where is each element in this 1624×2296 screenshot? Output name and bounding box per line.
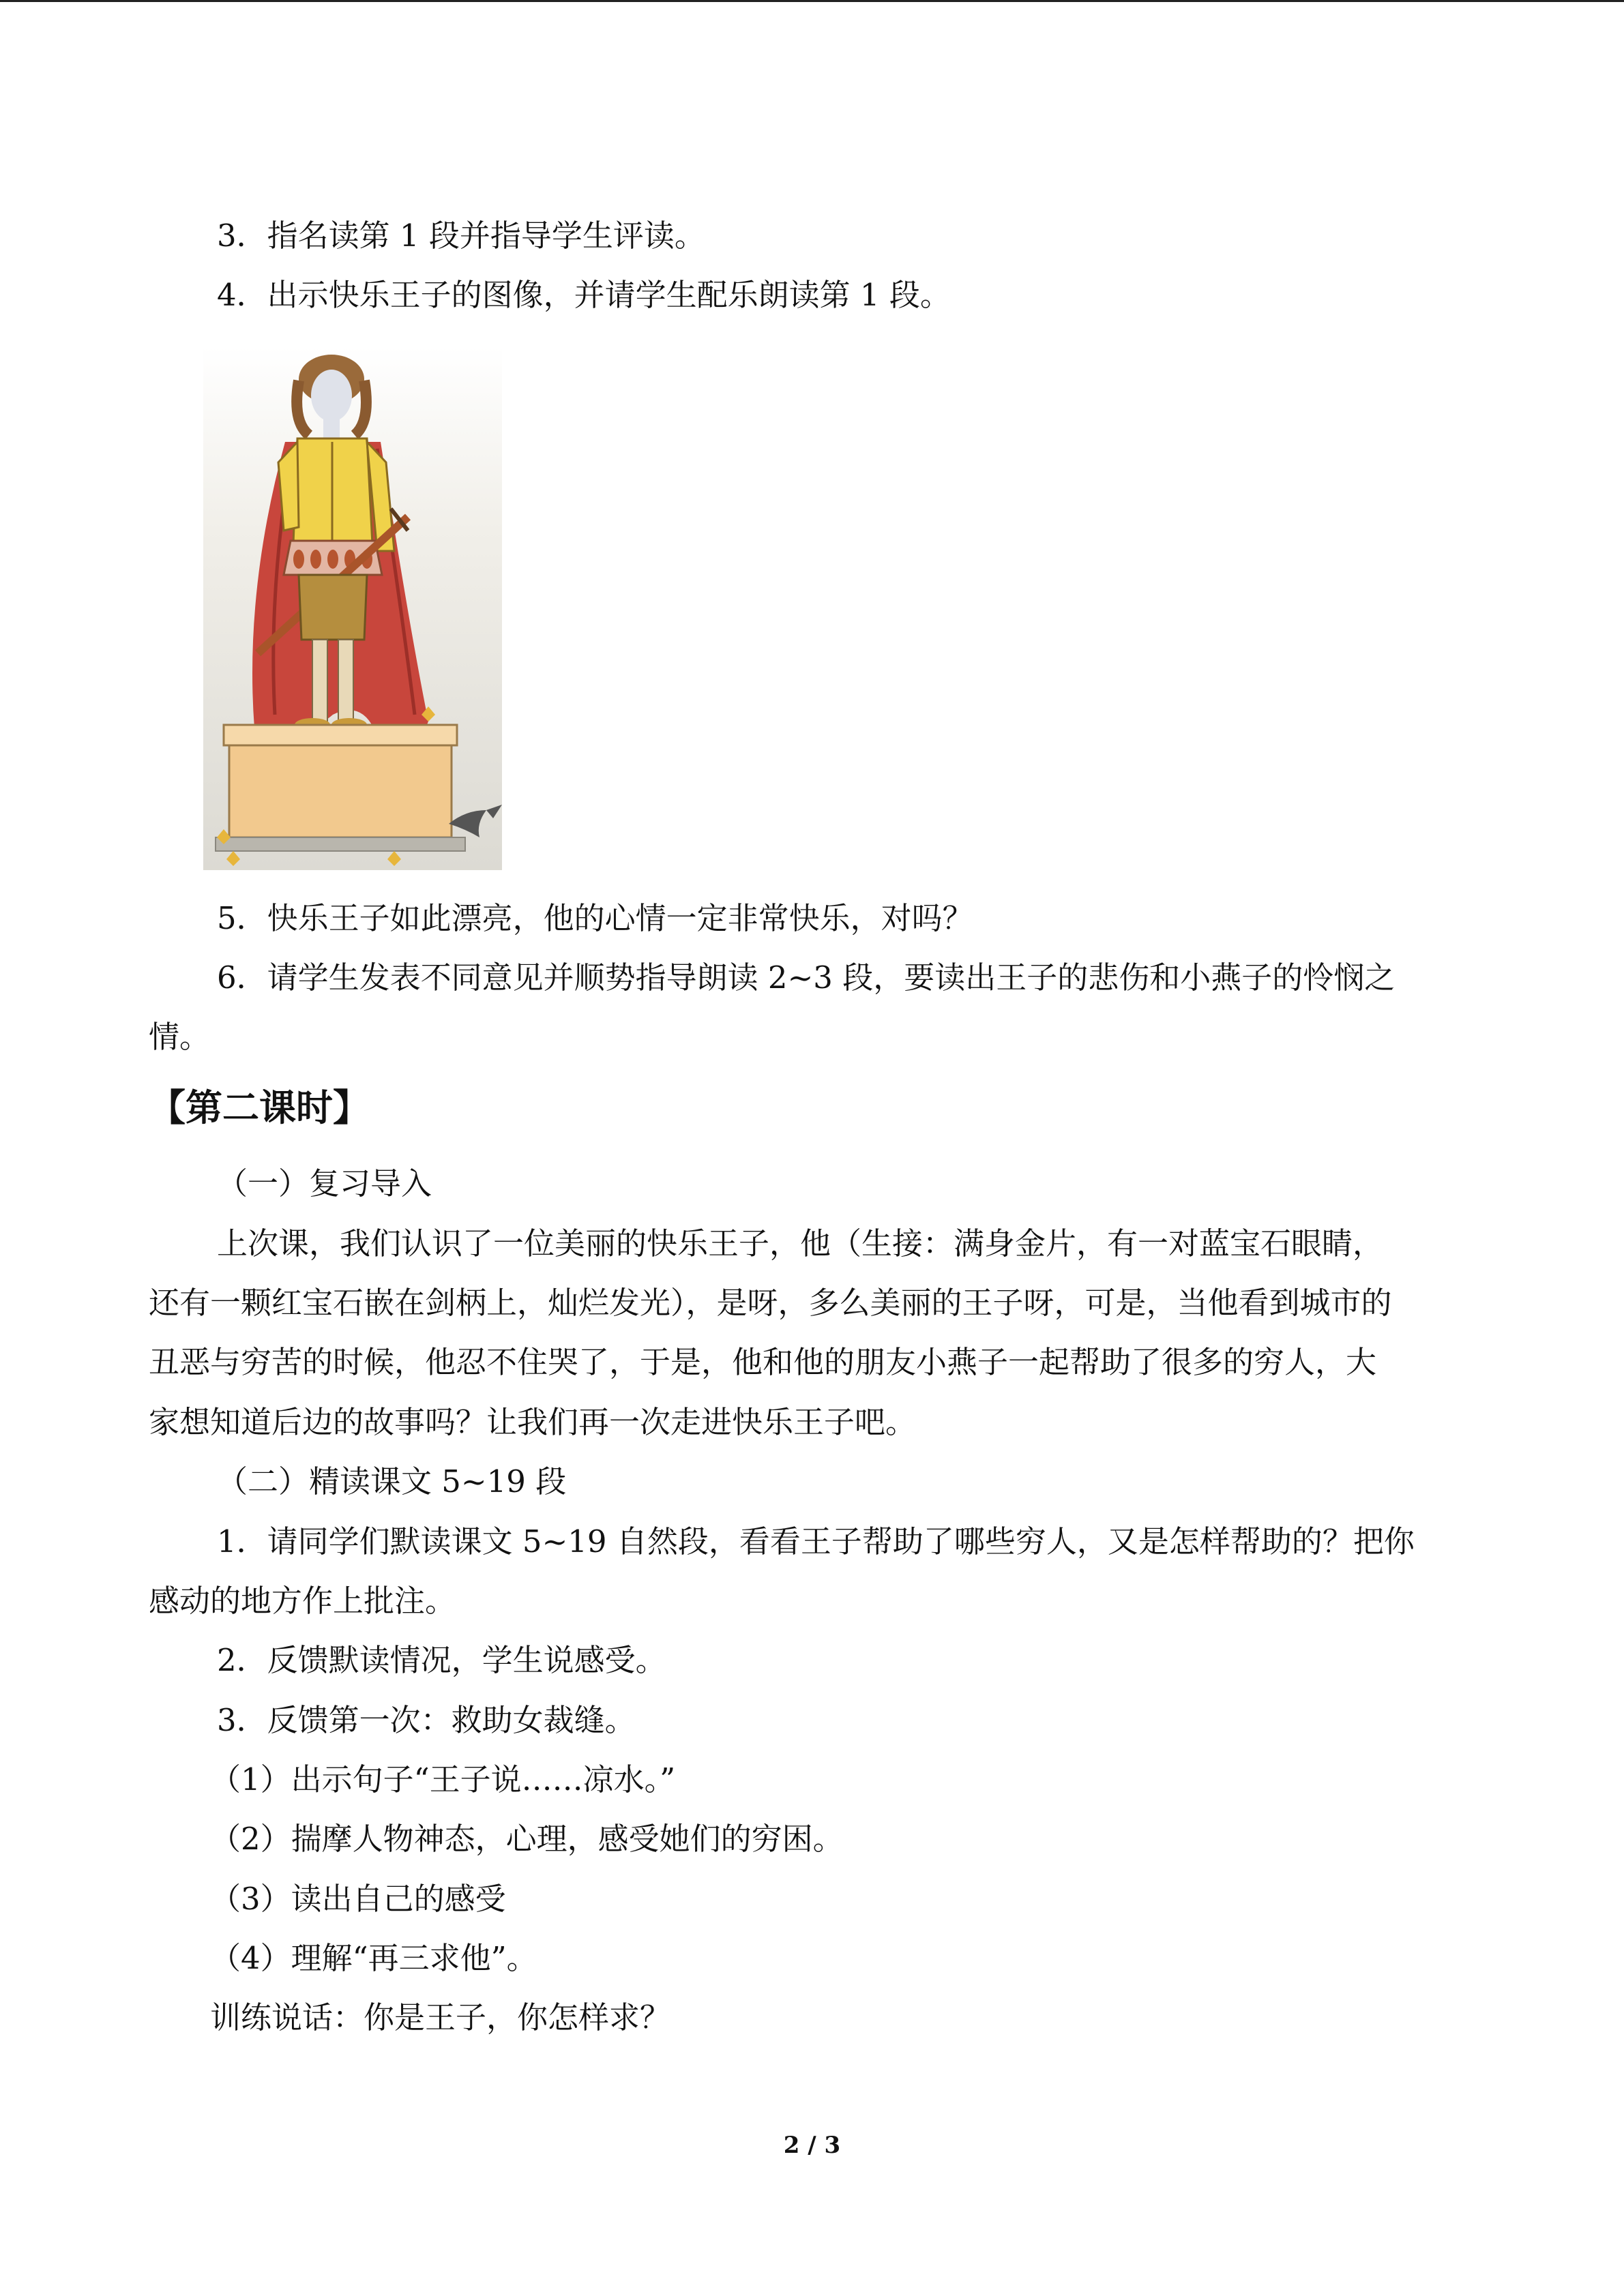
- step-6-text-line-1: 6．请学生发表不同意见并顺势指导朗读 2~3 段，要读出王子的悲伤和小燕子的怜悯之: [217, 959, 1396, 996]
- step-3-text: 3．指名读第 1 段并指导学生评读。: [217, 218, 705, 254]
- step-5-text: 5．快乐王子如此漂亮，他的心情一定非常快乐，对吗？: [217, 900, 973, 936]
- task-3-item-4: （4）理解“再三求他”。: [210, 1940, 537, 1976]
- task-1-line-2: 感动的地方作上批注。: [149, 1583, 456, 1619]
- intro-paragraph-line-1: 上次课，我们认识了一位美丽的快乐王子，他（生接：满身金片，有一对蓝宝石眼睛，: [217, 1225, 1384, 1262]
- subheading-close-reading: （二）精读课文 5~19 段: [217, 1463, 567, 1500]
- subheading-review: （一）复习导入: [217, 1165, 432, 1202]
- intro-paragraph-line-2: 还有一颗红宝石嵌在剑柄上，灿烂发光），是呀，多么美丽的王子呀，可是，当他看到城市的: [149, 1285, 1392, 1321]
- task-3-item-2: （2）揣摩人物神态，心理，感受她们的穷困。: [210, 1821, 844, 1857]
- step-6-text-line-2: 情。: [149, 1019, 211, 1055]
- top-border: [0, 0, 1624, 2]
- task-1-line-1: 1．请同学们默读课文 5~19 自然段，看看王子帮助了哪些穷人，又是怎样帮助的？把你: [217, 1523, 1415, 1560]
- intro-paragraph-line-3: 丑恶与穷苦的时候，他忍不住哭了，于是，他和他的朋友小燕子一起帮助了很多的穷人，大: [149, 1344, 1377, 1380]
- section-heading: 【第二课时】: [149, 1086, 370, 1129]
- speaking-practice-text: 训练说话：你是王子，你怎样求？: [210, 1999, 671, 2036]
- page-number: 2 / 3: [783, 2132, 841, 2159]
- task-2-text: 2．反馈默读情况，学生说感受。: [217, 1642, 666, 1678]
- task-3-item-3: （3）读出自己的感受: [210, 1881, 506, 1917]
- happy-prince-illustration: [203, 346, 502, 870]
- task-3-item-1: （1）出示句子“王子说……凉水。”: [210, 1761, 676, 1798]
- intro-paragraph-line-4: 家想知道后边的故事吗？让我们再一次走进快乐王子吧。: [149, 1404, 917, 1440]
- task-3-text: 3．反馈第一次：救助女裁缝。: [217, 1702, 636, 1738]
- step-4-text: 4．出示快乐王子的图像，并请学生配乐朗读第 1 段。: [217, 277, 951, 313]
